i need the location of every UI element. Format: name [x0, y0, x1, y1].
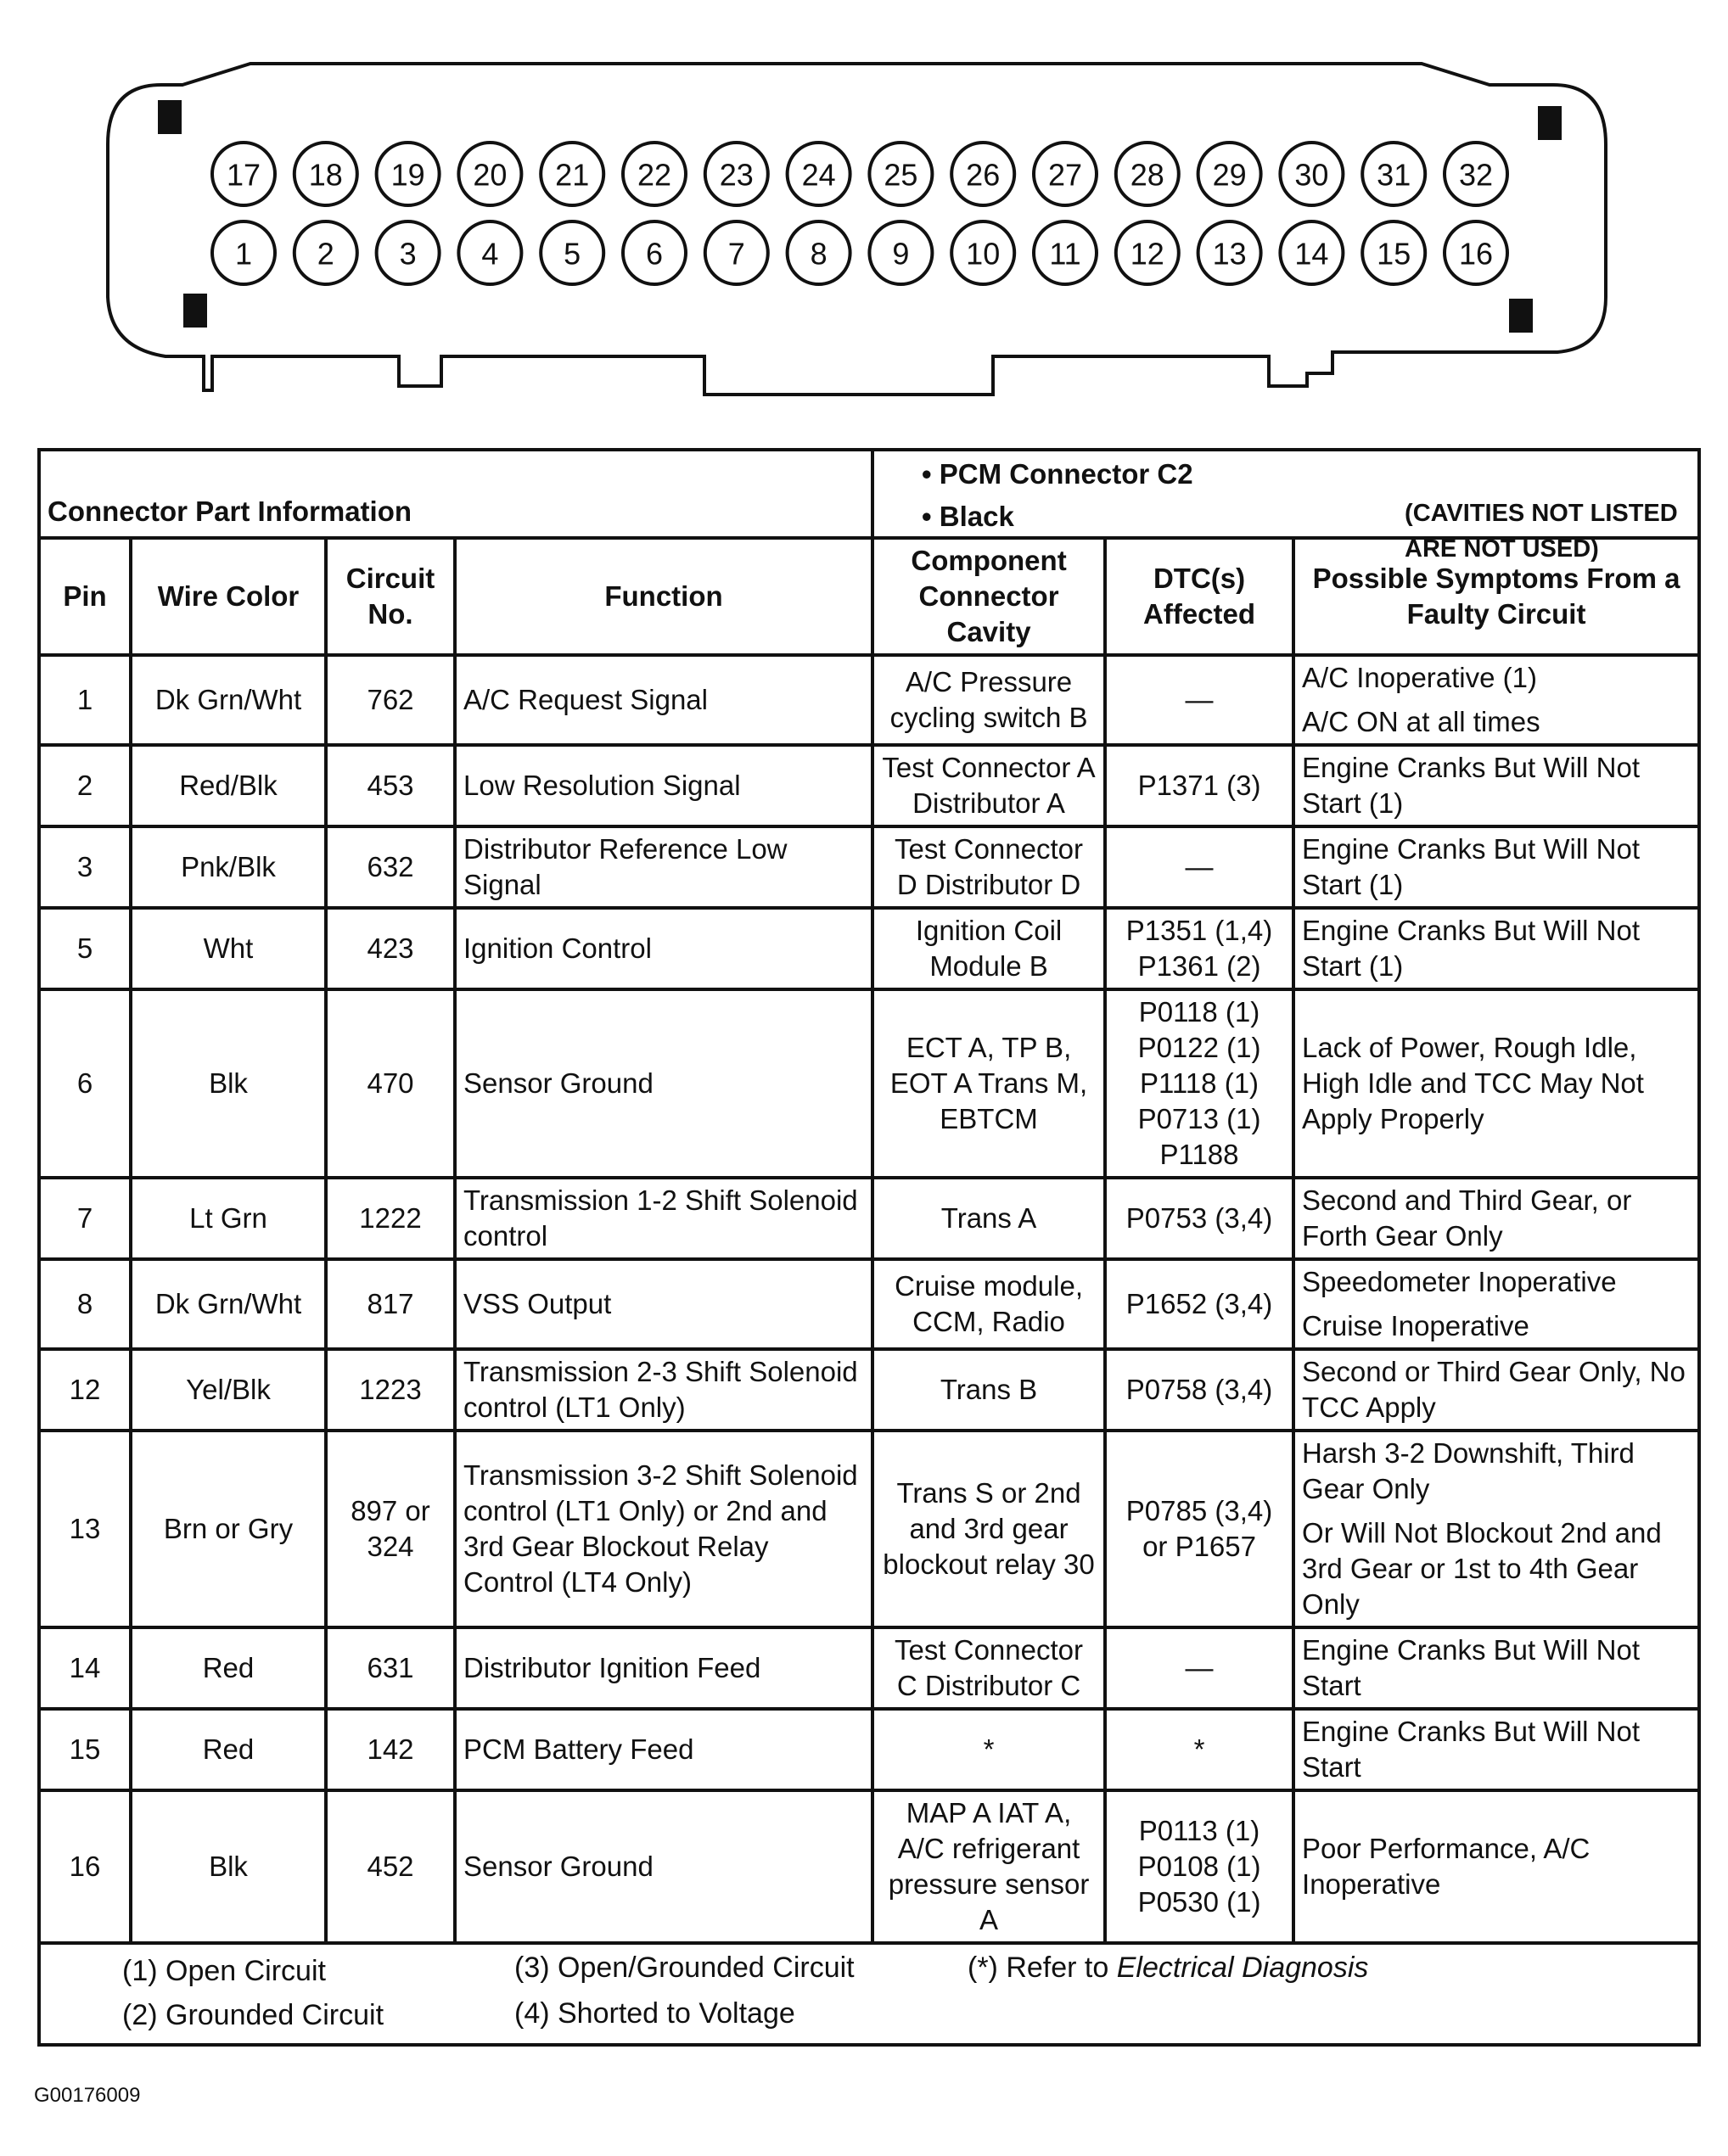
cell-cavity: MAP A IAT A, A/C refrigerant pressure sensor A: [872, 1790, 1105, 1943]
cell-dtc-line: P0753 (3,4): [1125, 1202, 1273, 1234]
latch-tab-bottom-left: [183, 294, 207, 328]
cavity-32: [1445, 143, 1507, 205]
cavity-26: [951, 143, 1014, 205]
cell-dtc-line: P1188: [1159, 1139, 1239, 1170]
cavity-7: [705, 221, 768, 284]
connector-info-row: [39, 450, 1699, 538]
cell-dtc-line: or P1657: [1142, 1531, 1256, 1562]
cell-dtc-line: P0530 (1): [1137, 1886, 1261, 1918]
pin-number: 5: [564, 236, 581, 272]
connector-part-info-label: Connector Part Information: [39, 450, 872, 538]
cell-dtc: [1105, 745, 1293, 826]
pin-number: 7: [727, 236, 745, 272]
cavity-9: [869, 221, 932, 284]
cell-circuit: 423: [326, 908, 455, 989]
cell-symptoms-line: Cruise Inoperative: [1302, 1310, 1529, 1341]
cell-dtc: [1105, 1259, 1293, 1349]
table-row: [39, 1349, 1699, 1431]
cavity-6: [623, 221, 686, 284]
cell-cavity: ECT A, TP B, EOT A Trans M, EBTCM: [872, 989, 1105, 1178]
cell-cavity: Trans B: [872, 1349, 1105, 1431]
pin-number: 14: [1294, 236, 1329, 272]
cavity-5: [541, 221, 603, 284]
cell-dtc-line: P0758 (3,4): [1125, 1374, 1273, 1405]
cell-wire-color: Lt Grn: [131, 1178, 326, 1259]
cell-symptoms-line: Second or Third Gear Only, No TCC Apply: [1302, 1356, 1686, 1423]
cell-dtc: [1105, 826, 1293, 908]
cell-dtc: [1105, 655, 1293, 745]
cell-dtc-line: —: [1185, 851, 1214, 882]
connector-diagram: [0, 0, 1728, 424]
cell-pin: 7: [39, 1178, 131, 1259]
cavity-29: [1198, 143, 1261, 205]
cell-dtc-line: P1118 (1): [1140, 1067, 1260, 1099]
pin-table: [37, 448, 1701, 2047]
cell-symptoms: [1293, 655, 1699, 745]
cell-circuit: 1222: [326, 1178, 455, 1259]
cell-pin: 3: [39, 826, 131, 908]
table-row: [39, 745, 1699, 826]
cell-dtc-line: P0113 (1): [1138, 1815, 1260, 1846]
cell-symptoms: [1293, 1790, 1699, 1943]
cell-symptoms: [1293, 1431, 1699, 1627]
pin-number: 24: [801, 157, 836, 193]
cell-dtc: [1105, 989, 1293, 1178]
cell-pin: 1: [39, 655, 131, 745]
cell-dtc: [1105, 1178, 1293, 1259]
cell-cavity: Ignition Coil Module B: [872, 908, 1105, 989]
cell-dtc-line: P0785 (3,4): [1125, 1495, 1273, 1526]
latch-tab-top-left: [158, 100, 182, 134]
cell-function: Sensor Ground: [455, 1790, 872, 1943]
cell-cavity: A/C Pressure cycling switch B: [872, 655, 1105, 745]
cell-symptoms-line: Harsh 3-2 Downshift, Third Gear Only: [1302, 1437, 1635, 1504]
cell-pin: 2: [39, 745, 131, 826]
pin-number: 13: [1212, 236, 1247, 272]
pin-number: 32: [1458, 157, 1494, 193]
cell-dtc: [1105, 1790, 1293, 1943]
pin-number: 21: [555, 157, 590, 193]
cell-symptoms: [1293, 745, 1699, 826]
cell-dtc-line: *: [1193, 1733, 1205, 1765]
cell-pin: 15: [39, 1709, 131, 1790]
cell-wire-color: Yel/Blk: [131, 1349, 326, 1431]
col-circuit: Circuit No.: [326, 538, 455, 655]
pin-number: 4: [481, 236, 499, 272]
pin-number: 25: [884, 157, 918, 193]
pin-number: 22: [637, 157, 672, 193]
cell-symptoms: [1293, 826, 1699, 908]
cavity-31: [1362, 143, 1425, 205]
cavity-15: [1362, 221, 1425, 284]
cell-symptoms: [1293, 1627, 1699, 1709]
footnote-refer: [968, 1950, 1368, 1985]
cell-function: Distributor Ignition Feed: [455, 1627, 872, 1709]
latch-tab-top-right: [1538, 106, 1562, 140]
cell-wire-color: Dk Grn/Wht: [131, 1259, 326, 1349]
cell-pin: 8: [39, 1259, 131, 1349]
cell-cavity: Cruise module, CCM, Radio: [872, 1259, 1105, 1349]
table-body: [39, 655, 1699, 1943]
footnote-refer-italic: Electrical Diagnosis: [1116, 1952, 1369, 1984]
pin-number: 8: [810, 236, 828, 272]
cell-circuit: 453: [326, 745, 455, 826]
cell-symptoms: [1293, 989, 1699, 1178]
cell-symptoms-line: Engine Cranks But Will Not Start (1): [1302, 833, 1641, 900]
cell-symptoms-line: Speedometer Inoperative: [1302, 1266, 1617, 1297]
cavity-18: [295, 143, 357, 205]
cell-dtc-line: P0122 (1): [1137, 1032, 1261, 1063]
cell-circuit: 631: [326, 1627, 455, 1709]
cell-function: Distributor Reference Low Signal: [455, 826, 872, 908]
connector-name: • PCM Connector C2: [922, 458, 1193, 490]
pin-number: 26: [966, 157, 1001, 193]
table-row: [39, 1709, 1699, 1790]
pin-number: 19: [390, 157, 425, 193]
table-row: [39, 1790, 1699, 1943]
cell-dtc-line: —: [1185, 684, 1214, 715]
col-pin: Pin: [39, 538, 131, 655]
cell-dtc: [1105, 1349, 1293, 1431]
cell-cavity: Test Connector A Distributor A: [872, 745, 1105, 826]
cell-wire-color: Brn or Gry: [131, 1431, 326, 1627]
footnote-grounded: (2) Grounded Circuit: [122, 1999, 384, 2031]
cell-pin: 6: [39, 989, 131, 1178]
pin-number: 12: [1130, 236, 1164, 272]
cell-symptoms-line: Or Will Not Blockout 2nd and 3rd Gear or 1st to 4th Gear Only: [1302, 1517, 1662, 1620]
pin-row-bottom: [212, 221, 1507, 284]
cell-dtc-line: P1361 (2): [1137, 950, 1261, 982]
pin-number: 2: [317, 236, 334, 272]
cell-symptoms-line: Engine Cranks But Will Not Start: [1302, 1716, 1641, 1783]
cell-dtc-line: P0108 (1): [1137, 1851, 1261, 1882]
cell-symptoms-line: Lack of Power, Rough Idle, High Idle and TCC May Not Apply Properly: [1302, 1032, 1644, 1134]
cavity-30: [1280, 143, 1343, 205]
connector-color: • Black: [922, 501, 1014, 532]
cell-wire-color: Red: [131, 1709, 326, 1790]
cavity-11: [1034, 221, 1097, 284]
pin-number: 10: [966, 236, 1001, 272]
cell-dtc-line: P1371 (3): [1137, 770, 1261, 801]
cavity-20: [458, 143, 521, 205]
cell-cavity: Test Connector D Distributor D: [872, 826, 1105, 908]
cavity-25: [869, 143, 932, 205]
cell-dtc: [1105, 908, 1293, 989]
pin-number: 9: [892, 236, 910, 272]
cell-circuit: 632: [326, 826, 455, 908]
cell-circuit: 817: [326, 1259, 455, 1349]
cell-symptoms: [1293, 1349, 1699, 1431]
cell-circuit: 470: [326, 989, 455, 1178]
cell-cavity: Trans A: [872, 1178, 1105, 1259]
cell-dtc: [1105, 1431, 1293, 1627]
figure-id: G00176009: [34, 2084, 141, 2107]
cell-dtc-line: P1652 (3,4): [1125, 1288, 1273, 1319]
cell-dtc-line: P0713 (1): [1137, 1103, 1261, 1134]
cavity-23: [705, 143, 768, 205]
cell-wire-color: Dk Grn/Wht: [131, 655, 326, 745]
footnote-open: (1) Open Circuit: [122, 1955, 326, 1987]
pin-number: 23: [719, 157, 754, 193]
cell-dtc-line: P0118 (1): [1138, 996, 1260, 1028]
cell-dtc-line: P1351 (1,4): [1125, 915, 1273, 946]
cavity-19: [377, 143, 440, 205]
cell-function: A/C Request Signal: [455, 655, 872, 745]
cell-symptoms-line: Second and Third Gear, or Forth Gear Only: [1302, 1184, 1632, 1252]
pin-number: 27: [1047, 157, 1083, 193]
cavity-13: [1198, 221, 1261, 284]
cavity-24: [788, 143, 850, 205]
cell-symptoms-line: Engine Cranks But Will Not Start: [1302, 1634, 1641, 1701]
pin-number: 17: [226, 157, 261, 193]
pin-number: 30: [1294, 157, 1329, 193]
pin-number: 16: [1458, 236, 1494, 272]
pin-number: 3: [399, 236, 417, 272]
connector-info-cell: [872, 450, 1699, 563]
pin-number: 15: [1377, 236, 1411, 272]
cell-dtc: [1105, 1627, 1293, 1709]
cell-circuit: 452: [326, 1790, 455, 1943]
footnotes: [39, 1943, 1699, 2045]
cell-pin: 14: [39, 1627, 131, 1709]
cell-symptoms-line: Engine Cranks But Will Not Start (1): [1302, 752, 1641, 819]
cell-symptoms: [1293, 1178, 1699, 1259]
latch-tab-bottom-right: [1509, 299, 1533, 333]
cavity-12: [1116, 221, 1179, 284]
cell-pin: 16: [39, 1790, 131, 1943]
cell-wire-color: Red: [131, 1627, 326, 1709]
cell-pin: 5: [39, 908, 131, 989]
footnote-open-grounded: (3) Open/Grounded Circuit: [514, 1952, 855, 1984]
cell-dtc: [1105, 1709, 1293, 1790]
pin-number: 11: [1049, 236, 1081, 272]
cell-symptoms-line: Poor Performance, A/C Inoperative: [1302, 1833, 1591, 1900]
cavities-note: (CAVITIES NOT LISTED ARE NOT USED): [1405, 500, 1678, 563]
pin-number: 1: [234, 236, 253, 272]
pin-number: 31: [1377, 157, 1411, 193]
table-row: [39, 1259, 1699, 1349]
cavity-10: [951, 221, 1014, 284]
cell-wire-color: Pnk/Blk: [131, 826, 326, 908]
table-row: [39, 908, 1699, 989]
cell-function: VSS Output: [455, 1259, 872, 1349]
cell-wire-color: Blk: [131, 989, 326, 1178]
cell-cavity: Test Connector C Distributor C: [872, 1627, 1105, 1709]
footnote-refer-prefix: (*) Refer to: [968, 1952, 1109, 1984]
table-row: [39, 989, 1699, 1178]
cavity-8: [788, 221, 850, 284]
cavity-17: [212, 143, 275, 205]
cavity-27: [1034, 143, 1097, 205]
cell-circuit: 897 or 324: [326, 1431, 455, 1627]
cell-cavity: *: [872, 1709, 1105, 1790]
cell-symptoms-line: Engine Cranks But Will Not Start (1): [1302, 915, 1641, 982]
cell-wire-color: Blk: [131, 1790, 326, 1943]
cell-symptoms-line: A/C Inoperative (1): [1302, 662, 1537, 693]
cell-symptoms: [1293, 908, 1699, 989]
cavity-22: [623, 143, 686, 205]
cell-cavity: Trans S or 2nd and 3rd gear blockout relay 30: [872, 1431, 1105, 1627]
table-row: [39, 826, 1699, 908]
cell-function: Sensor Ground: [455, 989, 872, 1178]
cavity-3: [377, 221, 440, 284]
cavity-2: [295, 221, 357, 284]
pin-number: 18: [308, 157, 343, 193]
cavity-1: [212, 221, 275, 284]
cell-function: Transmission 1-2 Shift Solenoid control: [455, 1178, 872, 1259]
cell-symptoms: [1293, 1709, 1699, 1790]
footnote-shorted: (4) Shorted to Voltage: [514, 1997, 795, 2030]
pin-number: 28: [1130, 157, 1164, 193]
cell-symptoms-line: A/C ON at all times: [1302, 706, 1540, 737]
cell-circuit: 1223: [326, 1349, 455, 1431]
cell-function: Transmission 2-3 Shift Solenoid control (LT1 Only): [455, 1349, 872, 1431]
cell-wire-color: Wht: [131, 908, 326, 989]
cell-function: Ignition Control: [455, 908, 872, 989]
cell-circuit: 762: [326, 655, 455, 745]
cavity-21: [541, 143, 603, 205]
cell-pin: 13: [39, 1431, 131, 1627]
cell-circuit: 142: [326, 1709, 455, 1790]
footnote-row: [39, 1943, 1699, 2045]
col-dtc: DTC(s) Affected: [1105, 538, 1293, 655]
col-function: Function: [455, 538, 872, 655]
cavity-14: [1280, 221, 1343, 284]
table-row: [39, 1627, 1699, 1709]
pin-number: 6: [645, 236, 664, 272]
pin-number: 20: [473, 157, 508, 193]
cell-pin: 12: [39, 1349, 131, 1431]
cavity-4: [458, 221, 521, 284]
cell-wire-color: Red/Blk: [131, 745, 326, 826]
col-cavity: Component Connector Cavity: [872, 538, 1105, 655]
pin-number: 29: [1212, 157, 1247, 193]
table-row: [39, 655, 1699, 745]
table-row: [39, 1178, 1699, 1259]
cell-dtc-line: —: [1185, 1652, 1214, 1683]
cell-symptoms: [1293, 1259, 1699, 1349]
cell-function: Low Resolution Signal: [455, 745, 872, 826]
cell-function: PCM Battery Feed: [455, 1709, 872, 1790]
pin-row-top: [212, 143, 1507, 205]
table-row: [39, 1431, 1699, 1627]
cavity-16: [1445, 221, 1507, 284]
cell-function: Transmission 3-2 Shift Solenoid control (LT1 Only) or 2nd and 3rd Gear Blockout Relay Control (LT4 Only): [455, 1431, 872, 1627]
cavity-28: [1116, 143, 1179, 205]
col-wire-color: Wire Color: [131, 538, 326, 655]
col-symptoms: Possible Symptoms From a Faulty Circuit: [1293, 538, 1699, 655]
